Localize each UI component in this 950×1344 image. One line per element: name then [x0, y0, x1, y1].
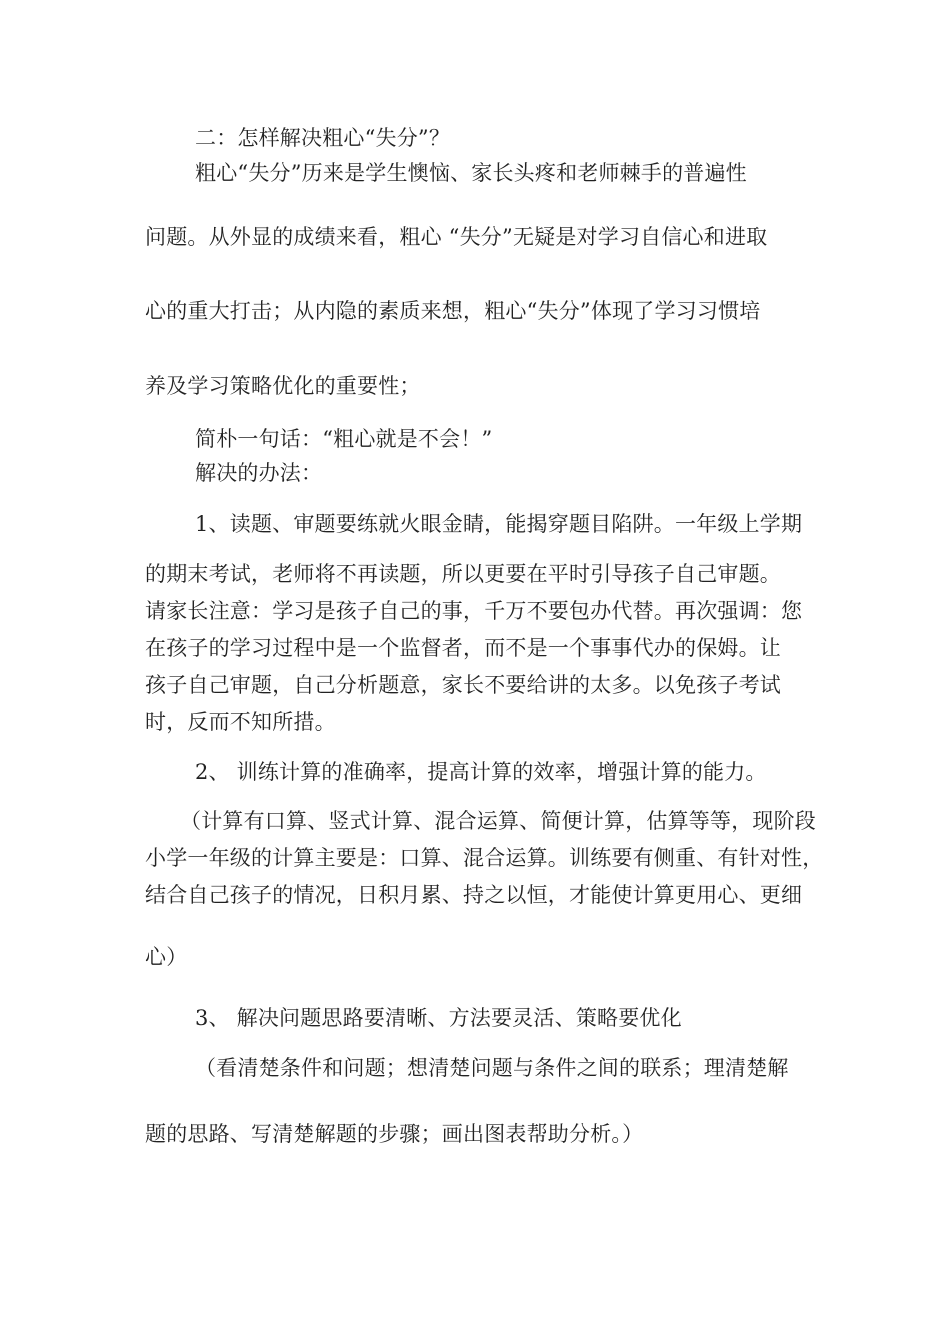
item-2-line-4: 心）: [145, 945, 188, 969]
item-1-line-2: 的期末考试，老师将不再读题，所以更要在平时引导孩子自己审题。: [145, 562, 781, 586]
paragraph-intro-line-3: 心的重大打击；从内隐的素质来想，粗心“失分”体现了学习习惯培: [145, 299, 761, 323]
item-1-line-1: 1、读题、审题要练就火眼金睛，能揭穿题目陷阱。一年级上学期: [195, 512, 803, 536]
item-1-line-5: 孩子自己审题，自己分析题意，家长不要给讲的太多。以免孩子考试: [145, 673, 781, 697]
item-2-line-2: 小学一年级的计算主要是：口算、混合运算。训练要有侧重、有针对性，: [145, 846, 824, 870]
item-2-line-3: 结合自己孩子的情况，日积月累、持之以恒，才能使计算更用心、更细: [145, 883, 803, 907]
item-1-line-6: 时，反而不知所措。: [145, 710, 336, 734]
item-2-line-1: （计算有口算、竖式计算、混合运算、简便计算，估算等等，现阶段: [180, 809, 816, 833]
paragraph-intro-line-2: 问题。从外显的成绩来看，粗心 “失分”无疑是对学习自信心和进取: [145, 225, 768, 249]
section-heading: 二：怎样解决粗心“失分”？: [195, 126, 451, 150]
paragraph-intro-line-4: 养及学习策略优化的重要性；: [145, 374, 421, 398]
item-1-line-3: 请家长注意：学习是孩子自己的事，千万不要包办代替。再次强调：您: [145, 599, 803, 623]
item-3-line-2: 题的思路、写清楚解题的步骤；画出图表帮助分析。）: [145, 1122, 644, 1146]
paragraph-summary: 简朴一句话：“粗心就是不会！”: [195, 427, 493, 451]
item-2-heading: 2、 训练计算的准确率，提高计算的效率，增强计算的能力。: [195, 760, 767, 784]
item-3-heading: 3、 解决问题思路要清晰、方法要灵活、策略要优化: [195, 1006, 682, 1030]
paragraph-intro-line-1: 粗心“失分”历来是学生懊恼、家长头疼和老师棘手的普遍性: [195, 161, 747, 185]
item-3-line-1: （看清楚条件和问题；想清楚问题与条件之间的联系；理清楚解: [195, 1056, 789, 1080]
item-1-line-4: 在孩子的学习过程中是一个监督者，而不是一个事事代办的保姆。让: [145, 636, 781, 660]
paragraph-solutions-label: 解决的办法：: [195, 461, 323, 485]
